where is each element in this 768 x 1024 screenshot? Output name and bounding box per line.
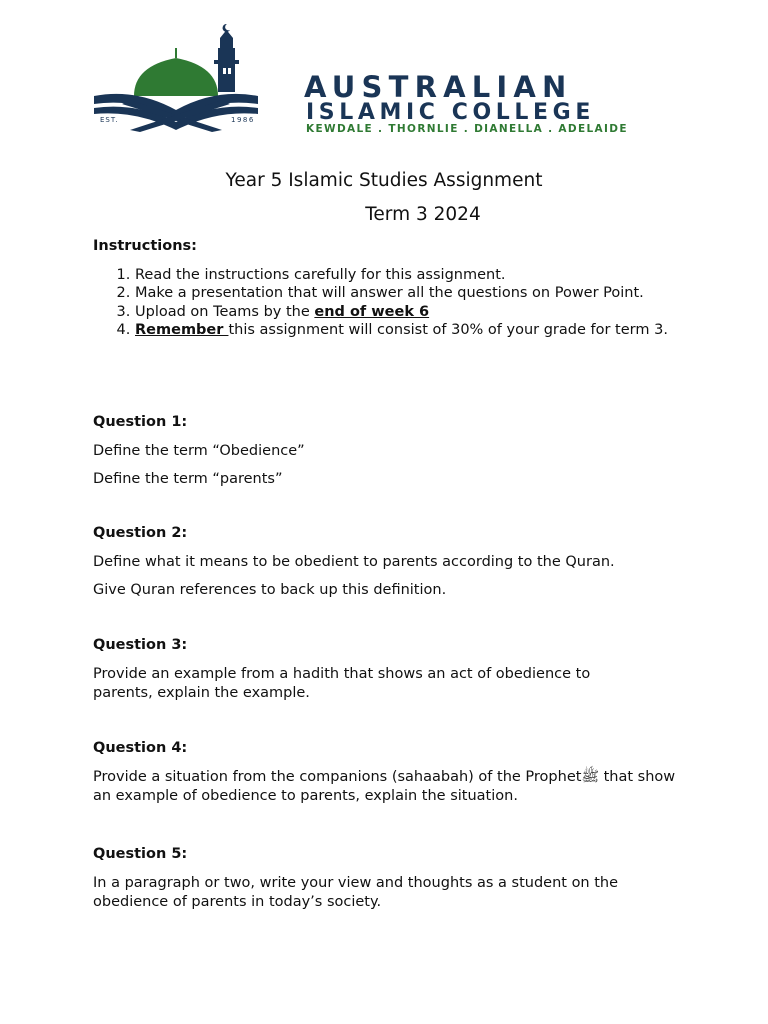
question-1-text: Define the term “parents” xyxy=(93,471,283,487)
question-3-text: Provide an example from a hadith that shows an act of obedience to parents, explain the example. xyxy=(93,666,591,701)
question-1-heading: Question 1: xyxy=(93,414,188,430)
college-name-line2: ISLAMIC COLLEGE xyxy=(306,100,595,125)
campus-list: KEWDALE . THORNLIE . DIANELLA . ADELAIDE xyxy=(306,123,628,135)
logo-est-year: 1986 xyxy=(231,116,255,124)
instructions-heading: Instructions: xyxy=(93,238,197,254)
question-4-text: Provide a situation from the companions (sahaabah) of the Prophetﷺ that show an example of obedience to parents, explain the situation. xyxy=(93,769,676,804)
instruction-item: 3. Upload on Teams by the end of week 6 xyxy=(135,303,705,321)
assignment-term: Term 3 2024 xyxy=(365,204,481,225)
question-1-text: Define the term “Obedience” xyxy=(93,443,305,459)
remember-emphasis: Remember xyxy=(135,322,229,339)
instruction-item: 4. Remember this assignment will consist of 30% of your grade for term 3. xyxy=(135,321,705,339)
college-name-line1: AUSTRALIAN xyxy=(304,70,573,104)
question-2-text: Define what it means to be obedient to parents according to the Quran. xyxy=(93,554,615,570)
assignment-title: Year 5 Islamic Studies Assignment xyxy=(225,170,543,191)
instruction-item: 2. Make a presentation that will answer all the questions on Power Point. xyxy=(135,284,705,302)
question-2-heading: Question 2: xyxy=(93,525,188,541)
question-5-heading: Question 5: xyxy=(93,846,188,862)
instructions-list xyxy=(93,266,705,340)
question-4-heading: Question 4: xyxy=(93,740,188,756)
question-5-text: In a paragraph or two, write your view and thoughts as a student on the obedience of parents in today’s society. xyxy=(93,875,619,910)
logo-est-label: EST. xyxy=(100,116,119,124)
deadline-emphasis: end of week 6 xyxy=(314,303,430,320)
question-3-heading: Question 3: xyxy=(93,637,188,653)
instruction-item: 1. Read the instructions carefully for this assignment. xyxy=(135,266,705,284)
question-2-text: Give Quran references to back up this definition. xyxy=(93,582,447,598)
